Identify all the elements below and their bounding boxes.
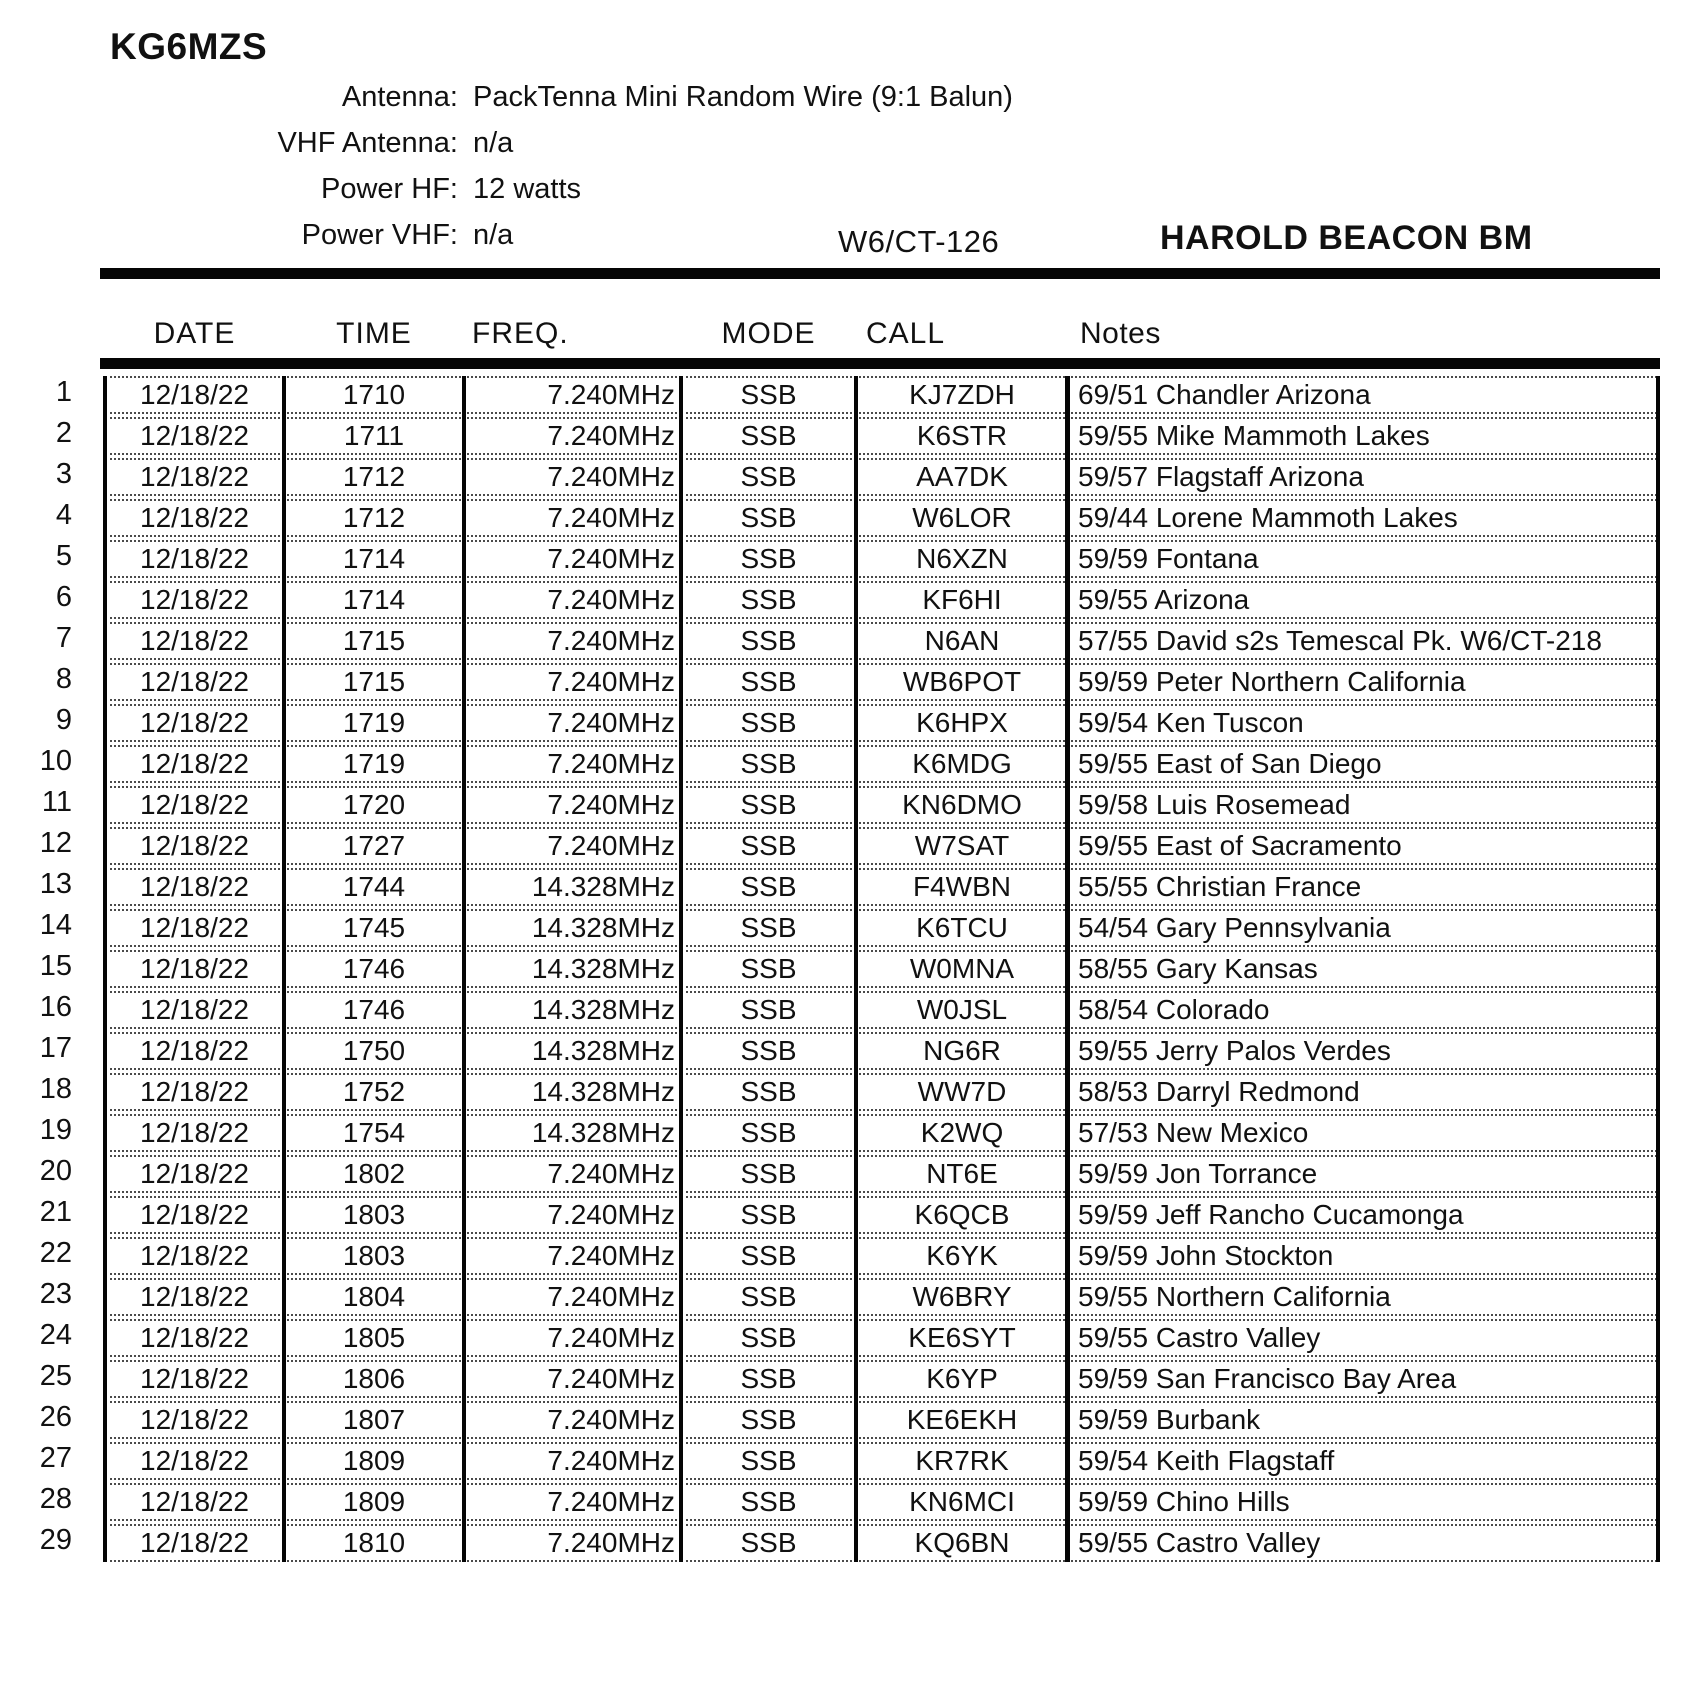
column-header-mode: MODE xyxy=(721,317,816,350)
row-number: 9 xyxy=(55,704,72,736)
cell-mode: SSB xyxy=(681,1483,856,1521)
cell-notes: 59/55 Arizona xyxy=(1068,581,1660,619)
cell-date: 12/18/22 xyxy=(105,417,284,455)
row-number: 21 xyxy=(39,1196,72,1228)
table-row xyxy=(0,704,1660,742)
cell-call: KQ6BN xyxy=(856,1524,1068,1562)
cell-freq: 7.240MHz xyxy=(464,663,681,701)
cell-mode: SSB xyxy=(681,1360,856,1398)
cell-date: 12/18/22 xyxy=(105,1155,284,1193)
row-number: 7 xyxy=(55,622,72,654)
cell-call: KJ7ZDH xyxy=(856,376,1068,414)
cell-freq: 7.240MHz xyxy=(464,1483,681,1521)
row-number: 17 xyxy=(39,1032,72,1064)
header-rule xyxy=(100,268,1660,279)
cell-mode: SSB xyxy=(681,827,856,865)
cell-call: W7SAT xyxy=(856,827,1068,865)
cell-freq: 7.240MHz xyxy=(464,540,681,578)
cell-time: 1746 xyxy=(284,950,464,988)
cell-date: 12/18/22 xyxy=(105,991,284,1029)
cell-time: 1719 xyxy=(284,745,464,783)
cell-date: 12/18/22 xyxy=(105,1278,284,1316)
cell-notes: 59/54 Keith Flagstaff xyxy=(1068,1442,1660,1480)
summit-name: HAROLD BEACON BM xyxy=(1160,219,1533,257)
table-row xyxy=(0,827,1660,865)
cell-time: 1803 xyxy=(284,1237,464,1275)
log-table-header xyxy=(0,281,1660,353)
row-number: 15 xyxy=(39,950,72,982)
cell-notes: 59/59 Peter Northern California xyxy=(1068,663,1660,701)
table-row xyxy=(0,1524,1660,1562)
cell-time: 1720 xyxy=(284,786,464,824)
table-border-right xyxy=(1656,376,1660,1562)
table-row xyxy=(0,1237,1660,1275)
cell-mode: SSB xyxy=(681,909,856,947)
cell-freq: 7.240MHz xyxy=(464,1237,681,1275)
cell-mode: SSB xyxy=(681,376,856,414)
cell-mode: SSB xyxy=(681,1237,856,1275)
cell-mode: SSB xyxy=(681,1278,856,1316)
cell-freq: 7.240MHz xyxy=(464,376,681,414)
row-number: 27 xyxy=(39,1442,72,1474)
cell-notes: 57/55 David s2s Temescal Pk. W6/CT-218 xyxy=(1068,622,1660,660)
cell-date: 12/18/22 xyxy=(105,1032,284,1070)
cell-date: 12/18/22 xyxy=(105,1360,284,1398)
column-header-call: CALL xyxy=(866,317,946,350)
table-row xyxy=(0,1360,1660,1398)
cell-freq: 7.240MHz xyxy=(464,581,681,619)
cell-notes: 55/55 Christian France xyxy=(1068,868,1660,906)
cell-time: 1719 xyxy=(284,704,464,742)
cell-call: KR7RK xyxy=(856,1442,1068,1480)
cell-date: 12/18/22 xyxy=(105,950,284,988)
cell-freq: 14.328MHz xyxy=(464,1073,681,1111)
cell-date: 12/18/22 xyxy=(105,909,284,947)
cell-mode: SSB xyxy=(681,786,856,824)
cell-date: 12/18/22 xyxy=(105,581,284,619)
power-hf-value: 12 watts xyxy=(473,172,581,205)
cell-freq: 7.240MHz xyxy=(464,704,681,742)
cell-notes: 59/59 John Stockton xyxy=(1068,1237,1660,1275)
row-number: 22 xyxy=(39,1237,72,1269)
cell-mode: SSB xyxy=(681,950,856,988)
cell-date: 12/18/22 xyxy=(105,622,284,660)
cell-call: KN6MCI xyxy=(856,1483,1068,1521)
cell-mode: SSB xyxy=(681,745,856,783)
cell-mode: SSB xyxy=(681,417,856,455)
cell-date: 12/18/22 xyxy=(105,376,284,414)
cell-time: 1715 xyxy=(284,622,464,660)
table-row xyxy=(0,458,1660,496)
row-number: 14 xyxy=(39,909,72,941)
cell-call: AA7DK xyxy=(856,458,1068,496)
cell-freq: 7.240MHz xyxy=(464,1196,681,1234)
cell-notes: 59/59 Fontana xyxy=(1068,540,1660,578)
cell-time: 1711 xyxy=(284,417,464,455)
cell-freq: 7.240MHz xyxy=(464,745,681,783)
cell-time: 1806 xyxy=(284,1360,464,1398)
row-number: 8 xyxy=(55,663,72,695)
row-number: 11 xyxy=(41,786,72,818)
vhf-antenna-label: VHF Antenna: xyxy=(277,126,458,159)
cell-call: W6LOR xyxy=(856,499,1068,537)
cell-time: 1807 xyxy=(284,1401,464,1439)
cell-time: 1712 xyxy=(284,499,464,537)
cell-call: K6MDG xyxy=(856,745,1068,783)
cell-time: 1727 xyxy=(284,827,464,865)
cell-date: 12/18/22 xyxy=(105,1442,284,1480)
row-number: 16 xyxy=(39,991,72,1023)
cell-date: 12/18/22 xyxy=(105,540,284,578)
cell-freq: 7.240MHz xyxy=(464,1442,681,1480)
table-row xyxy=(0,1073,1660,1111)
table-row xyxy=(0,1155,1660,1193)
table-row xyxy=(0,950,1660,988)
cell-date: 12/18/22 xyxy=(105,1237,284,1275)
table-row xyxy=(0,909,1660,947)
cell-call: W0MNA xyxy=(856,950,1068,988)
cell-mode: SSB xyxy=(681,1073,856,1111)
cell-notes: 59/59 San Francisco Bay Area xyxy=(1068,1360,1660,1398)
table-row xyxy=(0,376,1660,414)
cell-notes: 59/55 Jerry Palos Verdes xyxy=(1068,1032,1660,1070)
cell-mode: SSB xyxy=(681,622,856,660)
cell-mode: SSB xyxy=(681,1442,856,1480)
cell-notes: 59/55 East of San Diego xyxy=(1068,745,1660,783)
cell-mode: SSB xyxy=(681,704,856,742)
cell-date: 12/18/22 xyxy=(105,704,284,742)
cell-freq: 14.328MHz xyxy=(464,909,681,947)
row-number: 24 xyxy=(39,1319,72,1351)
column-divider-mode-call xyxy=(854,376,858,1562)
cell-call: WW7D xyxy=(856,1073,1068,1111)
cell-call: NG6R xyxy=(856,1032,1068,1070)
cell-date: 12/18/22 xyxy=(105,458,284,496)
cell-time: 1754 xyxy=(284,1114,464,1152)
column-divider-freq-mode xyxy=(679,376,683,1562)
cell-call: K2WQ xyxy=(856,1114,1068,1152)
cell-time: 1810 xyxy=(284,1524,464,1562)
table-row xyxy=(0,540,1660,578)
table-row xyxy=(0,786,1660,824)
cell-mode: SSB xyxy=(681,458,856,496)
row-number: 1 xyxy=(55,376,72,408)
row-number: 2 xyxy=(55,417,72,449)
info-row-vhf-antenna xyxy=(0,120,1013,166)
cell-freq: 7.240MHz xyxy=(464,622,681,660)
cell-freq: 7.240MHz xyxy=(464,1278,681,1316)
column-header-freq: FREQ. xyxy=(472,317,569,350)
cell-notes: 59/54 Ken Tuscon xyxy=(1068,704,1660,742)
cell-time: 1710 xyxy=(284,376,464,414)
cell-mode: SSB xyxy=(681,1401,856,1439)
cell-date: 12/18/22 xyxy=(105,827,284,865)
cell-date: 12/18/22 xyxy=(105,1114,284,1152)
cell-date: 12/18/22 xyxy=(105,1483,284,1521)
table-row xyxy=(0,1032,1660,1070)
cell-notes: 58/54 Colorado xyxy=(1068,991,1660,1029)
cell-call: N6AN xyxy=(856,622,1068,660)
row-number: 25 xyxy=(39,1360,72,1392)
cell-notes: 59/57 Flagstaff Arizona xyxy=(1068,458,1660,496)
cell-freq: 14.328MHz xyxy=(464,868,681,906)
cell-mode: SSB xyxy=(681,991,856,1029)
cell-freq: 7.240MHz xyxy=(464,417,681,455)
table-row xyxy=(0,581,1660,619)
cell-time: 1809 xyxy=(284,1442,464,1480)
cell-call: KF6HI xyxy=(856,581,1068,619)
info-row-power-hf xyxy=(0,166,1013,212)
cell-freq: 7.240MHz xyxy=(464,1155,681,1193)
cell-freq: 7.240MHz xyxy=(464,786,681,824)
cell-notes: 59/55 Castro Valley xyxy=(1068,1319,1660,1357)
row-number: 29 xyxy=(39,1524,72,1556)
cell-freq: 7.240MHz xyxy=(464,1524,681,1562)
cell-call: W0JSL xyxy=(856,991,1068,1029)
power-hf-label: Power HF: xyxy=(321,172,458,205)
table-header-rule xyxy=(100,358,1660,369)
cell-freq: 7.240MHz xyxy=(464,1401,681,1439)
cell-call: K6HPX xyxy=(856,704,1068,742)
cell-notes: 69/51 Chandler Arizona xyxy=(1068,376,1660,414)
row-number: 13 xyxy=(39,868,72,900)
cell-date: 12/18/22 xyxy=(105,868,284,906)
table-row xyxy=(0,1196,1660,1234)
cell-mode: SSB xyxy=(681,581,856,619)
row-number: 5 xyxy=(55,540,72,572)
column-divider-date-time xyxy=(282,376,286,1562)
table-row xyxy=(0,868,1660,906)
row-number: 28 xyxy=(39,1483,72,1515)
vhf-antenna-value: n/a xyxy=(473,126,514,159)
cell-notes: 59/55 Castro Valley xyxy=(1068,1524,1660,1562)
cell-time: 1715 xyxy=(284,663,464,701)
cell-mode: SSB xyxy=(681,1196,856,1234)
cell-freq: 14.328MHz xyxy=(464,991,681,1029)
table-row xyxy=(0,663,1660,701)
cell-time: 1802 xyxy=(284,1155,464,1193)
cell-date: 12/18/22 xyxy=(105,786,284,824)
row-number: 3 xyxy=(55,458,72,490)
cell-call: WB6POT xyxy=(856,663,1068,701)
cell-notes: 59/58 Luis Rosemead xyxy=(1068,786,1660,824)
cell-call: KE6SYT xyxy=(856,1319,1068,1357)
cell-call: K6YK xyxy=(856,1237,1068,1275)
table-row xyxy=(0,1278,1660,1316)
cell-date: 12/18/22 xyxy=(105,1319,284,1357)
cell-date: 12/18/22 xyxy=(105,1401,284,1439)
row-number: 12 xyxy=(39,827,72,859)
cell-notes: 59/59 Jeff Rancho Cucamonga xyxy=(1068,1196,1660,1234)
cell-freq: 14.328MHz xyxy=(464,1114,681,1152)
row-number: 6 xyxy=(55,581,72,613)
row-number: 20 xyxy=(39,1155,72,1187)
cell-call: K6YP xyxy=(856,1360,1068,1398)
cell-notes: 59/59 Jon Torrance xyxy=(1068,1155,1660,1193)
cell-freq: 7.240MHz xyxy=(464,1360,681,1398)
cell-notes: 57/53 New Mexico xyxy=(1068,1114,1660,1152)
row-number: 10 xyxy=(39,745,72,777)
cell-call: KN6DMO xyxy=(856,786,1068,824)
cell-notes: 54/54 Gary Pennsylvania xyxy=(1068,909,1660,947)
cell-time: 1804 xyxy=(284,1278,464,1316)
cell-notes: 59/55 East of Sacramento xyxy=(1068,827,1660,865)
cell-time: 1714 xyxy=(284,581,464,619)
cell-call: W6BRY xyxy=(856,1278,1068,1316)
cell-call: K6STR xyxy=(856,417,1068,455)
cell-mode: SSB xyxy=(681,1032,856,1070)
antenna-value: PackTenna Mini Random Wire (9:1 Balun) xyxy=(473,80,1013,113)
cell-time: 1714 xyxy=(284,540,464,578)
row-number: 19 xyxy=(39,1114,72,1146)
table-row xyxy=(0,1319,1660,1357)
table-row xyxy=(0,499,1660,537)
cell-date: 12/18/22 xyxy=(105,1524,284,1562)
table-row xyxy=(0,745,1660,783)
table-row xyxy=(0,1114,1660,1152)
cell-mode: SSB xyxy=(681,663,856,701)
cell-notes: 59/59 Burbank xyxy=(1068,1401,1660,1439)
cell-notes: 59/55 Mike Mammoth Lakes xyxy=(1068,417,1660,455)
cell-call: K6TCU xyxy=(856,909,1068,947)
cell-mode: SSB xyxy=(681,1319,856,1357)
station-callsign: KG6MZS xyxy=(110,26,268,67)
cell-freq: 14.328MHz xyxy=(464,950,681,988)
column-divider-time-freq xyxy=(462,376,466,1562)
table-row xyxy=(0,417,1660,455)
table-row xyxy=(0,991,1660,1029)
power-vhf-label: Power VHF: xyxy=(301,218,458,251)
table-row xyxy=(0,1483,1660,1521)
cell-mode: SSB xyxy=(681,1114,856,1152)
cell-notes: 59/59 Chino Hills xyxy=(1068,1483,1660,1521)
cell-time: 1750 xyxy=(284,1032,464,1070)
column-header-notes: Notes xyxy=(1080,317,1161,350)
table-row xyxy=(0,1442,1660,1480)
table-row xyxy=(0,1401,1660,1439)
cell-mode: SSB xyxy=(681,499,856,537)
cell-time: 1745 xyxy=(284,909,464,947)
cell-time: 1809 xyxy=(284,1483,464,1521)
cell-call: KE6EKH xyxy=(856,1401,1068,1439)
summit-reference: W6/CT-126 xyxy=(838,224,1000,259)
cell-date: 12/18/22 xyxy=(105,1196,284,1234)
log-table-body xyxy=(0,376,1660,1562)
cell-time: 1746 xyxy=(284,991,464,1029)
row-number: 23 xyxy=(39,1278,72,1310)
cell-mode: SSB xyxy=(681,1155,856,1193)
power-vhf-value: n/a xyxy=(473,218,514,251)
column-header-time: TIME xyxy=(336,317,412,350)
cell-time: 1752 xyxy=(284,1073,464,1111)
column-divider-call-notes xyxy=(1065,376,1070,1562)
cell-freq: 7.240MHz xyxy=(464,499,681,537)
table-border-left xyxy=(103,376,107,1562)
cell-notes: 58/53 Darryl Redmond xyxy=(1068,1073,1660,1111)
row-number: 4 xyxy=(55,499,72,531)
antenna-label: Antenna: xyxy=(341,80,458,113)
info-row-antenna xyxy=(0,74,1013,120)
cell-notes: 58/55 Gary Kansas xyxy=(1068,950,1660,988)
cell-time: 1805 xyxy=(284,1319,464,1357)
cell-freq: 7.240MHz xyxy=(464,458,681,496)
cell-time: 1803 xyxy=(284,1196,464,1234)
column-header-date: DATE xyxy=(153,317,236,350)
cell-call: F4WBN xyxy=(856,868,1068,906)
row-number: 18 xyxy=(39,1073,72,1105)
cell-notes: 59/44 Lorene Mammoth Lakes xyxy=(1068,499,1660,537)
cell-mode: SSB xyxy=(681,1524,856,1562)
cell-mode: SSB xyxy=(681,540,856,578)
cell-call: N6XZN xyxy=(856,540,1068,578)
table-row xyxy=(0,622,1660,660)
cell-freq: 7.240MHz xyxy=(464,827,681,865)
cell-date: 12/18/22 xyxy=(105,745,284,783)
cell-freq: 7.240MHz xyxy=(464,1319,681,1357)
cell-date: 12/18/22 xyxy=(105,499,284,537)
cell-freq: 14.328MHz xyxy=(464,1032,681,1070)
cell-mode: SSB xyxy=(681,868,856,906)
cell-time: 1712 xyxy=(284,458,464,496)
cell-time: 1744 xyxy=(284,868,464,906)
cell-notes: 59/55 Northern California xyxy=(1068,1278,1660,1316)
cell-date: 12/18/22 xyxy=(105,663,284,701)
cell-date: 12/18/22 xyxy=(105,1073,284,1111)
cell-call: NT6E xyxy=(856,1155,1068,1193)
row-number: 26 xyxy=(39,1401,72,1433)
cell-call: K6QCB xyxy=(856,1196,1068,1234)
